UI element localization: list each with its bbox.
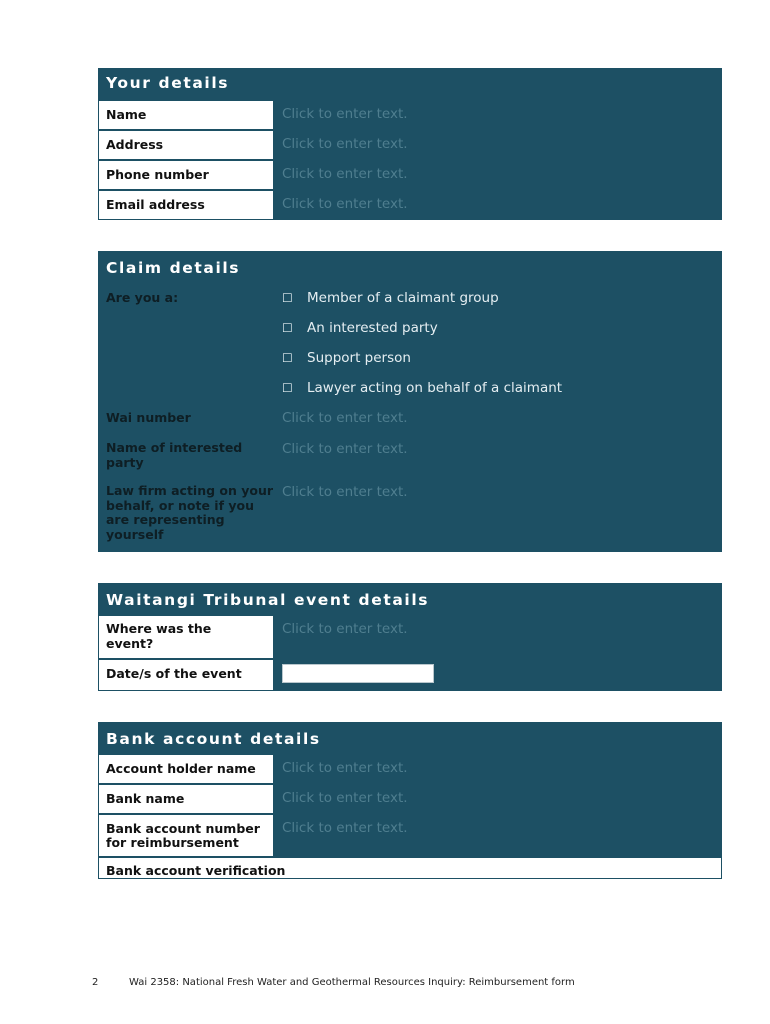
are-you-label: Are you a: — [106, 290, 179, 305]
account-holder-field[interactable]: Click to enter text. — [282, 760, 408, 776]
claim-details-section — [98, 251, 722, 552]
name-row — [98, 100, 722, 130]
phone-label: Phone number — [98, 160, 274, 190]
law-firm-label: Law firm acting on your behalf, or note if you are representing yourself — [106, 483, 274, 542]
interested-party-field[interactable]: Click to enter text. — [282, 441, 408, 457]
event-location-row — [98, 615, 722, 659]
option-label: Lawyer acting on behalf of a claimant — [307, 380, 563, 396]
bank-name-field[interactable]: Click to enter text. — [282, 790, 408, 806]
account-holder-row — [98, 754, 722, 784]
wai-number-row — [98, 403, 722, 433]
event-date-picker[interactable] — [282, 664, 434, 683]
law-firm-row — [98, 476, 722, 546]
section-title: Claim details — [106, 259, 241, 277]
email-field[interactable]: Click to enter text. — [282, 196, 408, 212]
event-location-field[interactable]: Click to enter text. — [282, 621, 408, 637]
option-label: An interested party — [307, 320, 438, 336]
option-claimant-group[interactable] — [282, 290, 499, 306]
address-row — [98, 130, 722, 160]
name-label: Name — [98, 100, 274, 130]
address-field[interactable]: Click to enter text. — [282, 136, 408, 152]
option-label: Support person — [307, 350, 411, 366]
account-number-label: Bank account number for reimbursement — [98, 814, 274, 857]
name-field[interactable]: Click to enter text. — [282, 106, 408, 122]
account-number-field[interactable]: Click to enter text. — [282, 820, 408, 836]
page-number: 2 — [92, 977, 99, 988]
account-number-row — [98, 814, 722, 857]
section-title: Bank account details — [106, 730, 321, 748]
footer-text: Wai 2358: National Fresh Water and Geothermal Resources Inquiry: Reimbursement form — [129, 977, 575, 988]
section-title: Your details — [106, 74, 230, 92]
checkbox-icon[interactable]: ☐ — [282, 381, 293, 395]
phone-field[interactable]: Click to enter text. — [282, 166, 408, 182]
bank-verification-row: Bank account verification — [98, 857, 722, 879]
email-row — [98, 190, 722, 220]
checkbox-icon[interactable]: ☐ — [282, 351, 293, 365]
interested-party-label: Name of interested party — [106, 440, 243, 470]
event-location-label-text: Where was the event? — [106, 621, 212, 651]
email-label: Email address — [98, 190, 274, 220]
checkbox-icon[interactable]: ☐ — [282, 291, 293, 305]
event-location-label — [98, 615, 274, 659]
phone-row — [98, 160, 722, 190]
bank-details-section — [98, 722, 722, 879]
event-date-label: Date/s of the event — [98, 659, 274, 691]
your-details-section — [98, 68, 722, 220]
option-lawyer[interactable] — [282, 380, 562, 396]
event-date-row — [98, 659, 722, 691]
account-holder-label: Account holder name — [98, 754, 274, 784]
section-title: Waitangi Tribunal event details — [106, 591, 430, 609]
checkbox-icon[interactable]: ☐ — [282, 321, 293, 335]
wai-number-field[interactable]: Click to enter text. — [282, 410, 408, 426]
are-you-row — [98, 283, 722, 403]
option-support-person[interactable] — [282, 350, 411, 366]
bank-name-label: Bank name — [98, 784, 274, 814]
bank-name-row — [98, 784, 722, 814]
option-label: Member of a claimant group — [307, 290, 499, 306]
option-interested-party[interactable] — [282, 320, 438, 336]
wai-number-label: Wai number — [106, 410, 191, 425]
interested-party-row — [98, 433, 722, 476]
law-firm-field[interactable]: Click to enter text. — [282, 484, 408, 500]
event-details-section — [98, 583, 722, 691]
address-label: Address — [98, 130, 274, 160]
